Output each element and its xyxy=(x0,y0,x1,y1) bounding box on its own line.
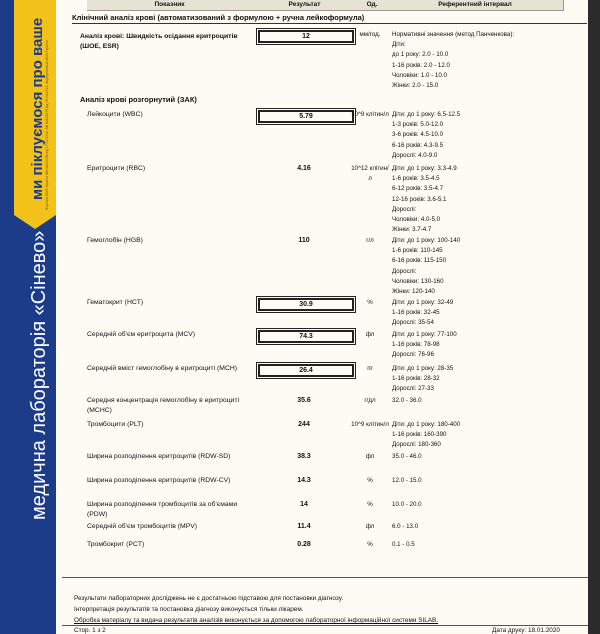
reference-line: 1-6 років: 3.5-4.5 xyxy=(392,175,440,183)
reference-line: Чоловіки: 4.0-5.0 xyxy=(392,216,441,224)
reference-line: Діти: до 1 року: 77-100 xyxy=(392,331,457,338)
side-band-arrow xyxy=(14,215,56,229)
reference-line: Жінки: 3.7-4.7 xyxy=(392,226,432,234)
esr-reference-line: Чоловіки: 1.0 - 10.0 xyxy=(392,71,447,79)
test-unit: 10^9 клітин/л xyxy=(351,421,389,428)
test-label: Гематокрит (HCT) xyxy=(87,299,144,306)
test-label: Середній об'єм тромбоцитів (MPV) xyxy=(87,523,198,530)
reference-line: 1-3 років: 5.0-12.0 xyxy=(392,121,444,129)
test-result: 244 xyxy=(298,421,310,428)
reference-line: 12-16 років: 3.6-5.1 xyxy=(392,195,447,203)
section-title-cbc: Клінічний аналіз крові (автоматизований з формулою + ручна лейкоформула) xyxy=(72,13,365,22)
reference-line: 1-6 років: 110-145 xyxy=(392,247,443,255)
test-label: Гемоглобін (HGB) xyxy=(87,237,143,244)
esr-reference-line: Нормативні значення (метод Панченкова): xyxy=(392,31,515,38)
test-label: Середній вміст гемоглобіну в еритроциті (MCH) xyxy=(87,365,238,372)
reference-line: Діти: до 1 року: 32-49 xyxy=(392,299,454,306)
test-unit: % xyxy=(367,299,373,306)
footer-note-2: Інтерпретація результатів та постановка діагнозу виконується тільки лікарем. xyxy=(74,606,304,613)
test-reference xyxy=(392,420,582,451)
reference-line: 6.0 - 13.0 xyxy=(392,523,419,530)
test-result: 110 xyxy=(298,237,310,244)
test-reference xyxy=(392,110,582,161)
side-tagline: ми піклуємося про ваше xyxy=(29,17,46,200)
test-label: Середній об'єм еритроцита (MCV) xyxy=(87,331,196,338)
esr-result: 12 xyxy=(258,30,354,43)
esr-reference-line: Діти: xyxy=(392,41,406,49)
test-unit: г/л xyxy=(366,237,374,244)
test-unit: 10^12 клітин/л xyxy=(351,165,389,182)
test-reference xyxy=(392,364,582,395)
reference-line: 12.0 - 15.0 xyxy=(392,477,422,484)
esr-reference-line: 1-16 років: 2.0 - 12.0 xyxy=(392,61,450,69)
side-fineprint: Ліцензія МОЗ України АВ №602098 від 17.02.2011; АВ №613279 від 09.04.2012. Акредитована МОЗ України xyxy=(45,40,49,210)
reference-line: 6-16 років: 115-150 xyxy=(392,257,447,265)
reference-line: 32.0 - 36.0 xyxy=(392,397,422,404)
reference-line: 1-16 років: 28-32 xyxy=(392,375,440,383)
col-header-result: Результат xyxy=(252,0,358,11)
test-reference xyxy=(392,452,582,462)
side-brand-name: медична лабораторія «Сінево» xyxy=(28,230,50,520)
section-title-zak: Аналіз крові розгорнутий (ЗАК) xyxy=(80,95,197,104)
test-result: 11.4 xyxy=(297,523,311,530)
test-unit: % xyxy=(367,477,373,484)
esr-label: Аналіз крові: Швидкість осідання еритроцитів (ШОЕ, ESR) xyxy=(80,33,238,50)
test-unit: 10^9 клітин/л xyxy=(351,111,389,118)
reference-line: Дорослі: 27-33 xyxy=(392,385,434,393)
section-divider xyxy=(72,23,587,24)
test-reference xyxy=(392,164,582,235)
reference-line: 1-16 років: 32-45 xyxy=(392,309,440,317)
reference-line: 6-16 років: 4.3-9.5 xyxy=(392,141,444,149)
esr-reference xyxy=(392,30,582,91)
reference-line: Чоловіки: 130-160 xyxy=(392,277,444,285)
reference-line: Діти: до 1 року: 3.3-4.9 xyxy=(392,165,457,172)
reference-line: Дорослі: 180-360 xyxy=(392,441,441,449)
reference-line: Діти: до 1 року: 28-35 xyxy=(392,365,454,372)
col-header-unit: Од. xyxy=(357,0,388,11)
reference-line: Діти: до 1 року: 6.5-12.5 xyxy=(392,111,461,118)
test-label: Ширина розподілення еритроцитів (RDW-CV) xyxy=(87,477,231,484)
test-reference xyxy=(392,396,582,406)
reference-line: 1-16 років: 78-98 xyxy=(392,341,440,349)
test-label: Середня концентрація гемоглобіну в еритроциті (MCHC) xyxy=(87,397,239,414)
reference-line: 10.0 - 20.0 xyxy=(392,501,422,508)
esr-unit: мм/год. xyxy=(359,31,381,38)
footer-divider-2 xyxy=(62,625,588,626)
test-reference xyxy=(392,298,582,329)
test-result: 35.6 xyxy=(297,397,311,404)
test-unit: фл xyxy=(365,453,375,460)
test-reference xyxy=(392,522,582,532)
reference-line: 1-16 років: 160-390 xyxy=(392,431,447,439)
test-label: Ширина розподілення еритроцитів (RDW-SD) xyxy=(87,453,231,460)
test-unit: % xyxy=(367,501,373,508)
print-date: Дата друку: 18.01.2020 xyxy=(492,627,560,634)
test-label: Тромбоцити (PLT) xyxy=(87,421,144,428)
test-unit: фл xyxy=(365,331,375,338)
test-unit: фл xyxy=(365,523,375,530)
esr-reference-line: до 1 року: 2.0 - 10.0 xyxy=(392,51,449,59)
footer-note-1: Результати лабораторних досліджень не є достатньою підставою для постановки діагнозу. xyxy=(74,595,344,602)
test-unit: % xyxy=(367,541,373,548)
window-edge xyxy=(588,0,600,634)
esr-reference-line: Жінки: 2.0 - 15.0 xyxy=(392,82,439,90)
reference-line: Дорослі: xyxy=(392,267,417,275)
test-result: 5.79 xyxy=(258,110,354,123)
test-result: 26.4 xyxy=(258,364,354,377)
test-reference xyxy=(392,236,582,297)
test-label: Ширина розподілення тромбоцитів за об'ємами (PDW) xyxy=(87,501,238,518)
reference-line: Діти: до 1 року: 100-140 xyxy=(392,237,461,244)
col-header-test: Показник xyxy=(87,0,253,11)
col-header-reference: Референтний інтервал xyxy=(387,0,564,11)
test-result: 14 xyxy=(300,501,308,508)
reference-line: Дорослі: 76-96 xyxy=(392,351,434,359)
side-brand-band xyxy=(0,0,56,634)
test-result: 14.3 xyxy=(297,477,311,484)
test-reference xyxy=(392,476,582,486)
footer-note-3: Обробка матеріалу та видача результатів аналізів виконується за допомогою лабораторної інформаційної системи SILAB. xyxy=(74,617,439,624)
reference-line: Дорослі: 4.0-9.0 xyxy=(392,151,438,159)
reference-line: Дорослі: xyxy=(392,205,417,213)
test-reference xyxy=(392,540,582,550)
reference-line: 3-6 років: 4.5-10.0 xyxy=(392,131,444,139)
test-reference xyxy=(392,500,582,510)
test-result: 30.9 xyxy=(258,298,354,311)
reference-line: 6-12 років: 3.5-4.7 xyxy=(392,185,444,193)
report-content xyxy=(62,0,588,634)
test-label: Лейкоцити (WBC) xyxy=(87,111,143,118)
test-result: 38.3 xyxy=(297,453,311,460)
reference-line: Діти: до 1 року: 180-400 xyxy=(392,421,461,428)
reference-line: Жінки: 120-140 xyxy=(392,288,435,296)
test-result: 0.28 xyxy=(297,541,311,548)
test-label: Тромбокрит (PCT) xyxy=(87,541,145,548)
reference-line: 35.0 - 46.0 xyxy=(392,453,422,460)
test-result: 4.16 xyxy=(297,165,311,172)
test-unit: пг xyxy=(367,365,373,372)
test-result: 74.3 xyxy=(258,330,354,343)
test-label: Еритроцити (RBC) xyxy=(87,165,146,172)
page-number: Стор. 1 з 2 xyxy=(74,627,106,634)
reference-line: Дорослі: 35-54 xyxy=(392,319,434,327)
test-unit: г/дл xyxy=(364,397,376,404)
test-reference xyxy=(392,330,582,361)
footer-divider xyxy=(62,577,588,578)
reference-line: 0.1 - 0.5 xyxy=(392,541,415,548)
